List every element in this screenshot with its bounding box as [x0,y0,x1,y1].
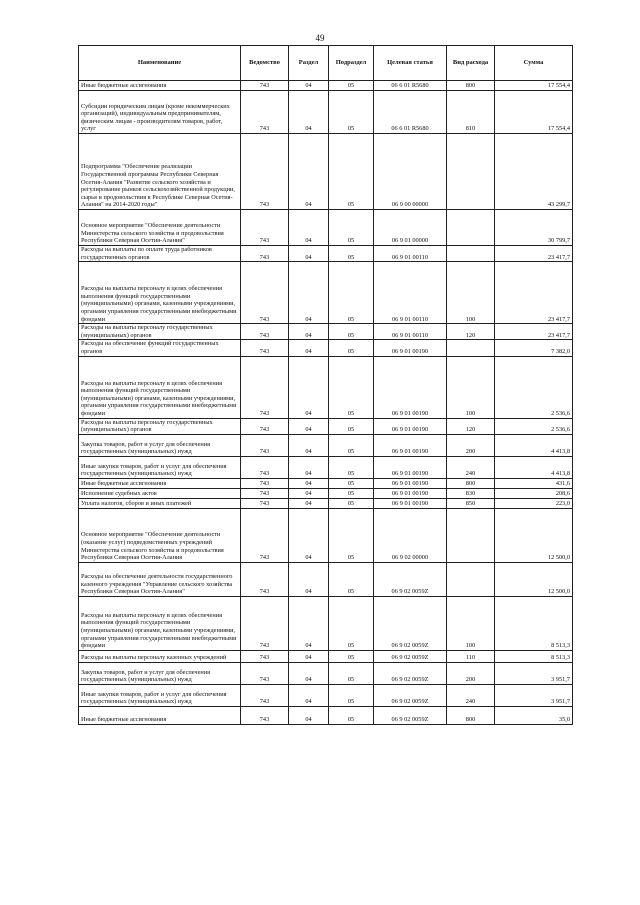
row-target-article-cell: 06 6 01 R5680 [374,91,447,134]
row-target-article-cell: 06 9 00 00000 [374,134,447,210]
row-razdel-cell: 04 [289,91,329,134]
row-target-article-cell: 06 9 01 00190 [374,356,447,418]
row-razdel-cell: 04 [289,456,329,478]
row-podrazdel-cell: 05 [329,134,374,210]
row-expense-type-cell: 830 [447,488,495,498]
row-expense-type-cell: 800 [447,478,495,488]
row-target-article-cell: 06 9 02 0059Z [374,684,447,706]
row-sum-cell: 8 513,3 [495,650,573,662]
row-vedomstvo-cell: 743 [241,434,289,456]
table-row [79,596,573,650]
table-row [79,210,573,246]
table-row [79,562,573,596]
row-target-article-cell: 06 9 02 0059Z [374,650,447,662]
row-name-cell: Исполнение судебных актов [79,488,241,498]
table-row [79,488,573,498]
row-sum-cell: 223,0 [495,498,573,508]
budget-table [78,45,573,725]
row-vedomstvo-cell: 743 [241,81,289,91]
row-podrazdel-cell: 05 [329,684,374,706]
row-name-cell: Основное мероприятие "Обеспечение деятельности (оказание услуг) подведомственных учреждений Министерства сельского хозяйства и продовольствия Республики Северная Осетия-Алания [79,508,241,562]
row-expense-type-cell: 110 [447,650,495,662]
row-expense-type-cell: 240 [447,456,495,478]
table-row [79,478,573,488]
row-podrazdel-cell: 05 [329,81,374,91]
row-vedomstvo-cell: 743 [241,596,289,650]
row-sum-cell: 2 536,6 [495,356,573,418]
row-podrazdel-cell: 05 [329,434,374,456]
row-name-cell: Иные закупки товаров, работ и услуг для обеспечения государственных (муниципальных) нужд [79,456,241,478]
row-podrazdel-cell: 05 [329,596,374,650]
row-target-article-cell: 06 9 01 00190 [374,488,447,498]
row-target-article-cell: 06 9 02 0059Z [374,706,447,724]
row-vedomstvo-cell: 743 [241,684,289,706]
row-expense-type-cell: 240 [447,684,495,706]
row-name-cell: Расходы на выплаты персоналу в целях обеспечения выполнения функций государственными (муниципальными) органами, казенными учреждениями, органами управления государственными внебюджетными фондами [79,596,241,650]
row-target-article-cell: 06 9 01 00110 [374,262,447,324]
row-razdel-cell: 04 [289,478,329,488]
row-vedomstvo-cell: 743 [241,498,289,508]
row-name-cell: Подпрограмма "Обеспечение реализации Государственной программы Республики Северная Осетия-Алания "Развитие сельского хозяйства и регулирование рынков сельскохозяйственной продукции, сырья и продовольствия в Республике Северная Осетия-Алания" на 2014-2020 годы" [79,134,241,210]
row-razdel-cell: 04 [289,340,329,356]
row-expense-type-cell: 800 [447,706,495,724]
row-name-cell: Расходы на выплаты персоналу казенных учреждений [79,650,241,662]
row-podrazdel-cell: 05 [329,324,374,340]
row-expense-type-cell [447,508,495,562]
row-expense-type-cell: 120 [447,418,495,434]
row-name-cell: Расходы на выплаты персоналу в целях обеспечения выполнения функций государственными (муниципальными) органами, казенными учреждениями, органами управления государственными внебюджетными фондами [79,356,241,418]
table-row [79,356,573,418]
table-row [79,684,573,706]
row-expense-type-cell [447,134,495,210]
row-sum-cell: 17 554,4 [495,91,573,134]
row-podrazdel-cell: 05 [329,210,374,246]
row-razdel-cell: 04 [289,488,329,498]
row-podrazdel-cell: 05 [329,706,374,724]
row-name-cell: Иные закупки товаров, работ и услуг для обеспечения государственных (муниципальных) нужд [79,684,241,706]
table-row [79,81,573,91]
row-target-article-cell: 06 6 01 R5680 [374,81,447,91]
row-name-cell: Расходы на обеспечение функций государственных органов [79,340,241,356]
row-razdel-cell: 04 [289,356,329,418]
row-podrazdel-cell: 05 [329,262,374,324]
row-podrazdel-cell: 05 [329,498,374,508]
row-razdel-cell: 04 [289,706,329,724]
row-sum-cell: 17 554,4 [495,81,573,91]
row-expense-type-cell: 100 [447,262,495,324]
row-vedomstvo-cell: 743 [241,324,289,340]
row-podrazdel-cell: 05 [329,508,374,562]
row-expense-type-cell [447,340,495,356]
table-row [79,498,573,508]
row-expense-type-cell [447,246,495,262]
row-expense-type-cell: 200 [447,662,495,684]
row-target-article-cell: 06 9 02 0059Z [374,562,447,596]
row-razdel-cell: 04 [289,498,329,508]
row-razdel-cell: 04 [289,262,329,324]
row-sum-cell: 12 500,0 [495,508,573,562]
row-vedomstvo-cell: 743 [241,456,289,478]
row-sum-cell: 12 500,0 [495,562,573,596]
row-vedomstvo-cell: 743 [241,478,289,488]
table-row [79,706,573,724]
row-name-cell: Закупка товаров, работ и услуг для обеспечения государственных (муниципальных) нужд [79,662,241,684]
row-name-cell: Иные бюджетные ассигнования [79,706,241,724]
row-razdel-cell: 04 [289,134,329,210]
row-razdel-cell: 04 [289,508,329,562]
header-sum: Сумма [495,46,573,81]
row-target-article-cell: 06 9 01 00190 [374,498,447,508]
table-row [79,324,573,340]
table-row [79,650,573,662]
row-podrazdel-cell: 05 [329,246,374,262]
row-sum-cell: 43 299,7 [495,134,573,210]
row-vedomstvo-cell: 743 [241,508,289,562]
row-target-article-cell: 06 9 01 00190 [374,340,447,356]
row-sum-cell: 7 382,0 [495,340,573,356]
row-podrazdel-cell: 05 [329,650,374,662]
row-expense-type-cell [447,562,495,596]
table-row [79,246,573,262]
row-sum-cell: 431,6 [495,478,573,488]
table-header-row [79,46,573,81]
row-podrazdel-cell: 05 [329,488,374,498]
row-sum-cell: 23 417,7 [495,262,573,324]
row-expense-type-cell: 800 [447,81,495,91]
row-target-article-cell: 06 9 02 0059Z [374,662,447,684]
row-vedomstvo-cell: 743 [241,262,289,324]
row-vedomstvo-cell: 743 [241,562,289,596]
row-sum-cell: 208,6 [495,488,573,498]
row-sum-cell: 4 413,8 [495,456,573,478]
row-sum-cell: 30 799,7 [495,210,573,246]
row-sum-cell: 23 417,7 [495,324,573,340]
row-podrazdel-cell: 05 [329,478,374,488]
table-row [79,456,573,478]
row-razdel-cell: 04 [289,684,329,706]
table-body [79,81,573,725]
row-podrazdel-cell: 05 [329,456,374,478]
row-name-cell: Расходы на выплаты персоналу государственных (муниципальных) органов [79,324,241,340]
row-name-cell: Расходы на выплаты персоналу государственных (муниципальных) органов [79,418,241,434]
header-vedomstvo: Ведомство [241,46,289,81]
row-name-cell: Расходы на выплаты персоналу в целях обеспечения выполнения функций государственными (муниципальными) органами, казенными учреждениями, органами управления государственными внебюджетными фондами [79,262,241,324]
row-razdel-cell: 04 [289,246,329,262]
row-vedomstvo-cell: 743 [241,356,289,418]
row-name-cell: Субсидии юридическим лицам (кроме некоммерческих организаций), индивидуальным предпринимателям, физическим лицам - производителям товаров, работ, услуг [79,91,241,134]
page-number: 49 [315,33,325,43]
row-razdel-cell: 04 [289,210,329,246]
row-razdel-cell: 04 [289,324,329,340]
row-vedomstvo-cell: 743 [241,662,289,684]
table-row [79,134,573,210]
row-name-cell: Иные бюджетные ассигнования [79,81,241,91]
row-podrazdel-cell: 05 [329,91,374,134]
row-sum-cell: 8 513,3 [495,596,573,650]
row-vedomstvo-cell: 743 [241,91,289,134]
row-razdel-cell: 04 [289,662,329,684]
header-name: Наименование [79,46,241,81]
table-row [79,418,573,434]
row-razdel-cell: 04 [289,562,329,596]
table-row [79,662,573,684]
row-sum-cell: 3 951,7 [495,662,573,684]
row-razdel-cell: 04 [289,596,329,650]
row-podrazdel-cell: 05 [329,562,374,596]
row-name-cell: Уплата налогов, сборов и иных платежей [79,498,241,508]
row-target-article-cell: 06 9 01 00190 [374,456,447,478]
table-row [79,262,573,324]
header-podrazdel: Подраздел [329,46,374,81]
row-razdel-cell: 04 [289,81,329,91]
header-expense-type: Вид расхода [447,46,495,81]
row-razdel-cell: 04 [289,434,329,456]
row-target-article-cell: 06 9 02 0059Z [374,596,447,650]
row-expense-type-cell [447,210,495,246]
row-expense-type-cell: 810 [447,91,495,134]
table-row [79,434,573,456]
row-target-article-cell: 06 9 02 00000 [374,508,447,562]
row-expense-type-cell: 850 [447,498,495,508]
row-expense-type-cell: 120 [447,324,495,340]
row-name-cell: Иные бюджетные ассигнования [79,478,241,488]
row-sum-cell: 2 536,6 [495,418,573,434]
table-row [79,340,573,356]
row-target-article-cell: 06 9 01 00190 [374,434,447,456]
row-podrazdel-cell: 05 [329,662,374,684]
row-vedomstvo-cell: 743 [241,706,289,724]
row-sum-cell: 23 417,7 [495,246,573,262]
row-name-cell: Закупка товаров, работ и услуг для обеспечения государственных (муниципальных) нужд [79,434,241,456]
row-expense-type-cell: 100 [447,596,495,650]
row-vedomstvo-cell: 743 [241,340,289,356]
header-razdel: Раздел [289,46,329,81]
row-vedomstvo-cell: 743 [241,246,289,262]
row-target-article-cell: 06 9 01 00190 [374,418,447,434]
row-expense-type-cell: 200 [447,434,495,456]
row-sum-cell: 35,0 [495,706,573,724]
row-target-article-cell: 06 9 01 00110 [374,324,447,340]
row-razdel-cell: 04 [289,650,329,662]
row-podrazdel-cell: 05 [329,356,374,418]
row-vedomstvo-cell: 743 [241,650,289,662]
row-sum-cell: 3 951,7 [495,684,573,706]
row-name-cell: Расходы на выплаты по оплате труда работников государственных органов [79,246,241,262]
row-vedomstvo-cell: 743 [241,418,289,434]
row-razdel-cell: 04 [289,418,329,434]
table-row [79,91,573,134]
row-vedomstvo-cell: 743 [241,488,289,498]
row-sum-cell: 4 413,8 [495,434,573,456]
row-expense-type-cell: 100 [447,356,495,418]
table-row [79,508,573,562]
row-vedomstvo-cell: 743 [241,210,289,246]
row-target-article-cell: 06 9 01 00190 [374,478,447,488]
row-name-cell: Расходы на обеспечение деятельности государственного казенного учреждения "Управление сельского хозяйства Республики Северная Осетия-Алания" [79,562,241,596]
row-podrazdel-cell: 05 [329,418,374,434]
row-vedomstvo-cell: 743 [241,134,289,210]
row-name-cell: Основное мероприятие "Обеспечение деятельности Министерства сельского хозяйства и продовольствия Республики Северная Осетия-Алания" [79,210,241,246]
row-podrazdel-cell: 05 [329,340,374,356]
header-target-article: Целевая статья [374,46,447,81]
row-target-article-cell: 06 9 01 00110 [374,246,447,262]
row-target-article-cell: 06 9 01 00000 [374,210,447,246]
